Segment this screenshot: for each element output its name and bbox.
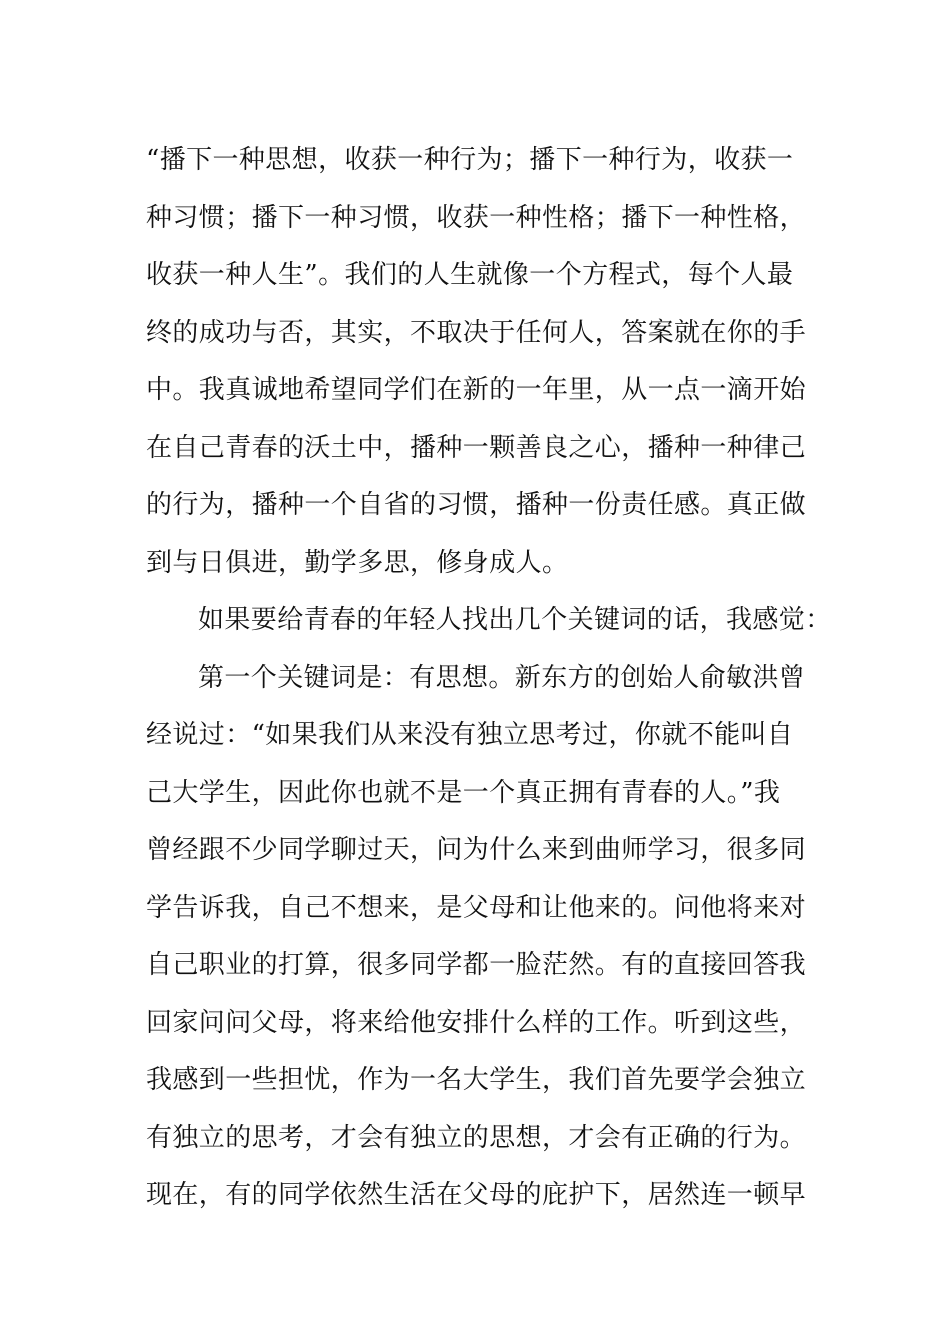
paragraph-start-line: 第一个关键词是：有思想。新东方的创始人俞敏洪曾 [198, 662, 806, 693]
body-text [146, 132, 832, 1225]
text-line: 的行为，播种一个自省的习惯，播种一份责任感。真正做 [146, 490, 807, 520]
text-line: 曾经跟不少同学聊过天，问为什么来到曲师学习，很多同 [146, 835, 807, 865]
text-line: 自己职业的打算，很多同学都一脸茫然。有的直接回答我 [146, 950, 807, 980]
text-line: 经说过：“如果我们从来没有独立思考过，你就不能叫自 [146, 720, 794, 750]
text-line: 终的成功与否，其实，不取决于任何人，答案就在你的手 [146, 317, 807, 348]
text-line: 收获一种人生”。我们的人生就像一个方程式，每个人最 [146, 260, 794, 290]
text-line: 到与日俱进，勤学多思，修身成人。 [146, 547, 569, 578]
text-line: 学告诉我，自己不想来，是父母和让他来的。问他将来对 [146, 892, 807, 923]
text-line: 有独立的思考，才会有独立的思想，才会有正确的行为。 [146, 1122, 807, 1153]
text-line: “播下一种思想，收获一种行为；播下一种行为，收获一 [146, 145, 794, 175]
text-line: 我感到一些担忧，作为一名大学生，我们首先要学会独立 [146, 1065, 807, 1095]
text-line: 现在，有的同学依然生活在父母的庇护下，居然连一顿早 [146, 1180, 807, 1210]
text-line: 回家问问父母，将来给他安排什么样的工作。听到这些， [146, 1007, 807, 1038]
text-line: 己大学生，因此你也就不是一个真正拥有青春的人。”我 [146, 777, 781, 808]
text-line: 中。我真诚地希望同学们在新的一年里，从一点一滴开始 [146, 375, 807, 405]
text-line: 在自己青春的沃土中，播种一颗善良之心，播种一种律己 [146, 432, 807, 463]
paragraph-start-line: 如果要给青春的年轻人找出几个关键词的话，我感觉： [198, 605, 832, 635]
text-line: 种习惯；播下一种习惯，收获一种性格；播下一种性格， [146, 202, 807, 233]
